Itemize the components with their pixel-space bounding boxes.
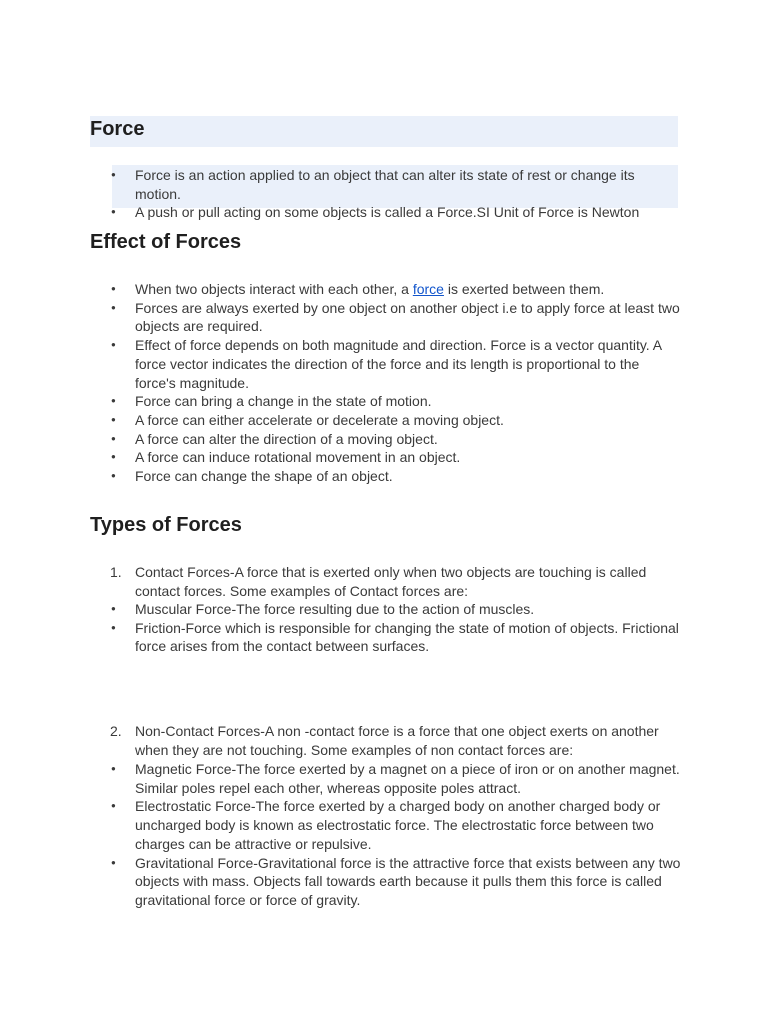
section-title-force: Force xyxy=(90,118,145,140)
list-item: ● A force can induce rotational movement in an object. xyxy=(135,448,681,467)
list-item: ● Electrostatic Force-The force exerted by a charged body on another charged body or uncharged body is known as electrostatic force. The electrostatic force between two charges can be attractive or repulsive. xyxy=(135,797,681,853)
contact-forces-heading-list xyxy=(110,563,681,600)
list-item xyxy=(135,280,681,299)
list-item-text: Contact Forces-A force that is exerted only when two objects are touching is called contact forces. Some examples of Contact forces are: xyxy=(135,564,647,599)
list-item: ● Forces are always exerted by one object on another object i.e to apply force at least two objects are required. xyxy=(135,299,681,336)
list-item: ● Gravitational Force-Gravitational force is the attractive force that exists between any two objects with mass. Objects fall towards earth because it pulls them this force is called gravitational force or force of gravity. xyxy=(135,854,681,910)
title-highlight xyxy=(90,116,678,147)
list-item-text: Non-Contact Forces-A non -contact force is a force that one object exerts on another when they are not touching. Some examples of non contact forces are: xyxy=(135,723,659,758)
force-definition-list xyxy=(135,166,681,222)
list-item-text: is exerted between them. xyxy=(443,281,605,297)
list-item: ● Effect of force depends on both magnitude and direction. Force is a vector quantity. A force vector indicates the direction of the force and its length is proportional to the force's magnitude. xyxy=(135,336,681,392)
list-item: ● A push or pull acting on some objects is called a Force.SI Unit of Force is Newton xyxy=(135,203,681,222)
force-link[interactable]: force xyxy=(412,281,444,297)
list-number: 2. xyxy=(110,723,122,739)
list-item: ● Magnetic Force-The force exerted by a magnet on a piece of iron or on another magnet. Similar poles repel each other, whereas opposite poles attract. xyxy=(135,760,681,797)
list-item: ● Muscular Force-The force resulting due to the action of muscles. xyxy=(135,600,681,619)
numbered-list-item xyxy=(110,722,681,759)
list-item: ● Force can bring a change in the state of motion. xyxy=(135,392,681,411)
contact-forces-list xyxy=(135,600,681,656)
list-item: ● A force can alter the direction of a moving object. xyxy=(135,430,681,449)
effect-of-forces-list xyxy=(135,280,681,486)
list-item: ● A force can either accelerate or decelerate a moving object. xyxy=(135,411,681,430)
list-number: 1. xyxy=(110,564,122,580)
section-title-effect-of-forces: Effect of Forces xyxy=(90,231,242,253)
non-contact-forces-list xyxy=(135,760,681,910)
numbered-list-item xyxy=(110,563,681,600)
section-title-types-of-forces: Types of Forces xyxy=(90,514,242,536)
list-item-text: When two objects interact with each other, a xyxy=(135,281,413,297)
non-contact-forces-heading-list xyxy=(110,722,681,759)
list-item: ● Force can change the shape of an object. xyxy=(135,467,681,486)
list-item: ● Force is an action applied to an object that can alter its state of rest or change its motion. xyxy=(135,166,681,203)
list-item: ● Friction-Force which is responsible for changing the state of motion of objects. Frictional force arises from the contact between surfaces. xyxy=(135,619,681,656)
